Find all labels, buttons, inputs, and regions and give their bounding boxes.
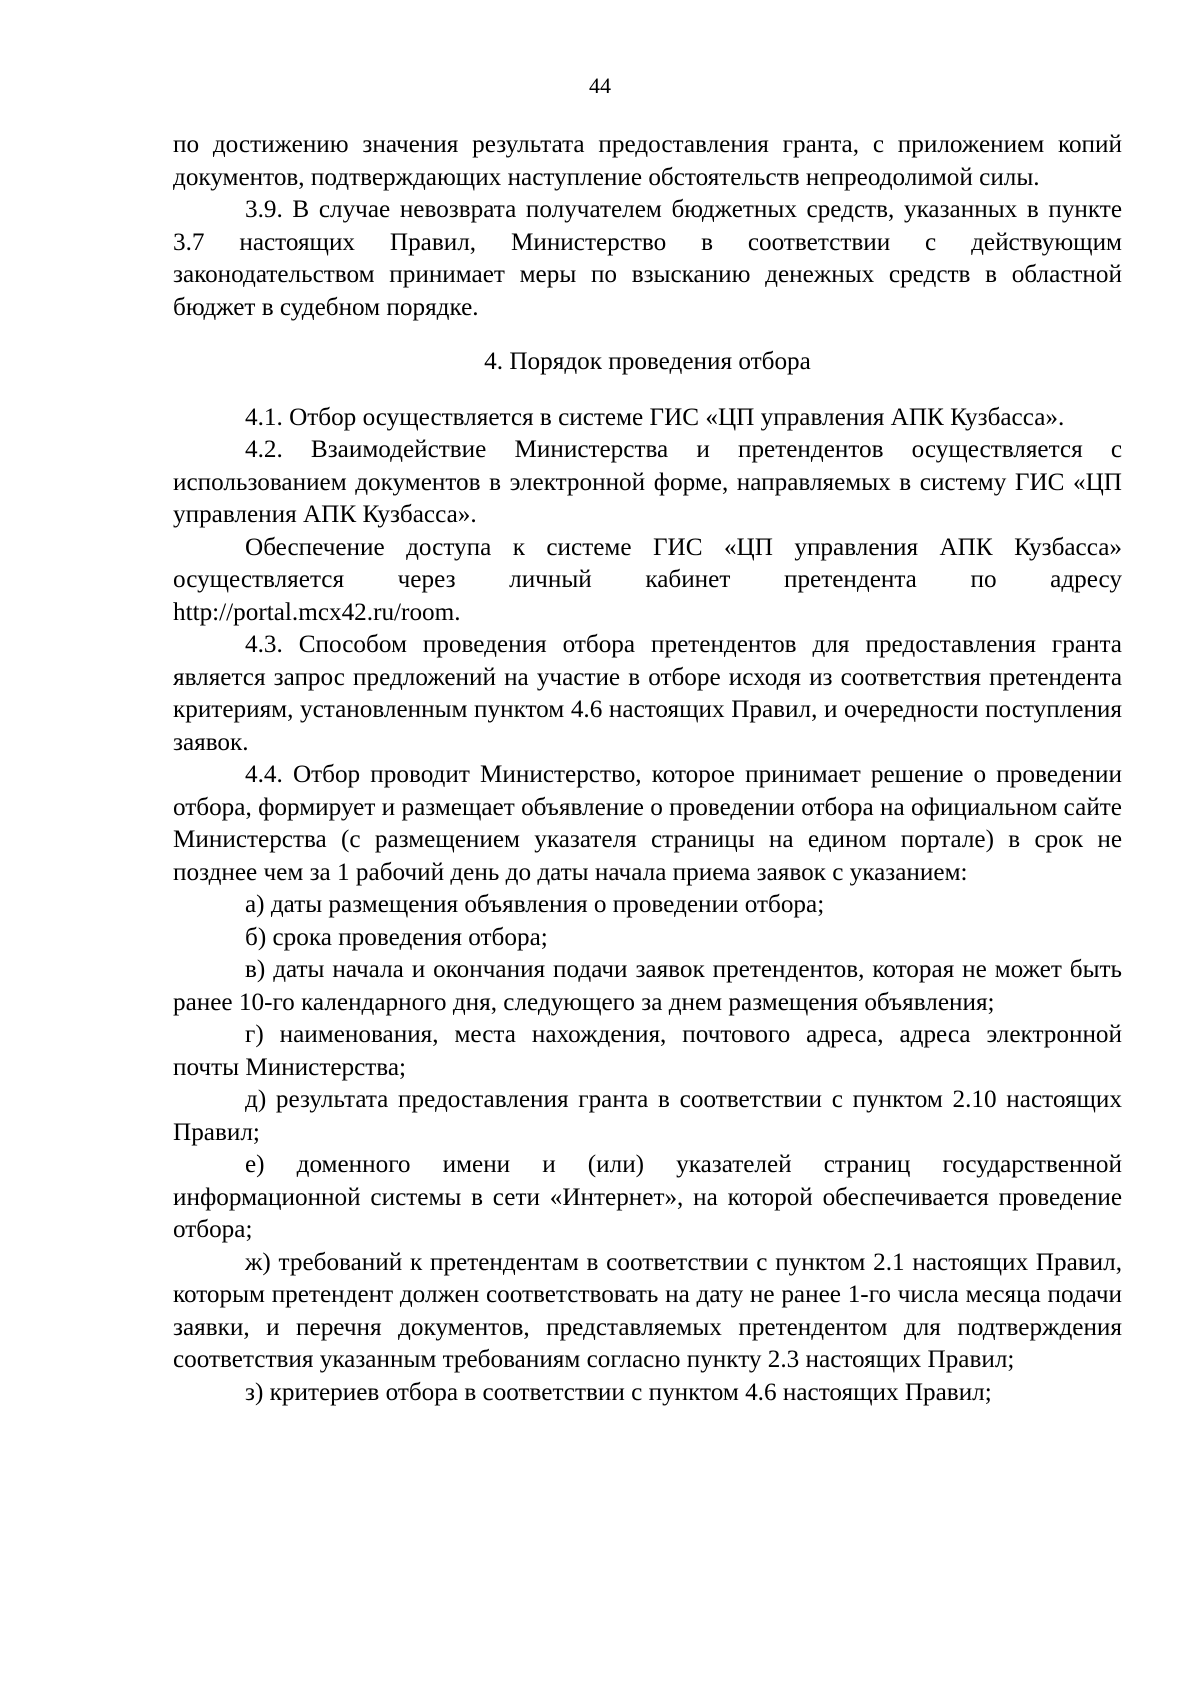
paragraph: з) критериев отбора в соответствии с пунктом 4.6 настоящих Правил; (245, 1378, 992, 1406)
document-body (173, 129, 1122, 1409)
paragraph: б) срока проведения отбора; (245, 923, 548, 951)
paragraph: по достижению значения результата предоставления гранта, с приложением копий документов, подтверждающих наступление обстоятельств непреодолимой силы. (173, 131, 1122, 191)
paragraph: 4.3. Способом проведения отбора претендентов для предоставления гранта является запрос предложений на участие в отборе исходя из соответствия претендента критериям, установленным пунктом 4.6 настоящих Правил, и очередности поступления заявок. (173, 631, 1122, 756)
paragraph: 4.1. Отбор осуществляется в системе ГИС «ЦП управления АПК Кузбасса». (245, 403, 1065, 431)
paragraph: ж) требований к претендентам в соответствии с пунктом 2.1 настоящих Правил, которым претендент должен соответствовать на дату не ранее 1-го числа месяца подачи заявки, и перечня документов, представляемых претендентом для подтверждения соответствия указанным требованиям согласно пункту 2.3 настоящих Правил; (173, 1248, 1122, 1373)
paragraph: 3.9. В случае невозврата получателем бюджетных средств, указанных в пункте 3.7 настоящих Правил, Министерство в соответствии с действующим законодательством принимает меры по взысканию денежных средств в областной бюджет в судебном порядке. (173, 196, 1122, 321)
paragraph: а) даты размещения объявления о проведении отбора; (245, 891, 825, 918)
paragraph: 4.4. Отбор проводит Министерство, которое принимает решение о проведении отбора, формирует и размещает объявление о проведении отбора на официальном сайте Министерства (с размещением указателя страницы на едином портале) в срок не позднее чем за 1 рабочий день до даты начала приема заявок с указанием: (173, 761, 1122, 886)
section-after-heading (173, 402, 1122, 1410)
section-before-heading (173, 129, 1122, 324)
paragraph: е) доменного имени и (или) указателей страниц государственной информационной системы в сети «Интернет», на которой обеспечивается проведение отбора; (173, 1151, 1122, 1243)
section-heading: 4. Порядок проведения отбора (484, 348, 811, 375)
paragraph: г) наименования, места нахождения, почтового адреса, адреса электронной почты Министерства; (173, 1021, 1122, 1081)
paragraph: 4.2. Взаимодействие Министерства и претендентов осуществляется с использованием документов в электронной форме, направляемых в систему ГИС «ЦП управления АПК Кузбасса». (173, 436, 1122, 528)
paragraph: в) даты начала и окончания подачи заявок претендентов, которая не может быть ранее 10-го календарного дня, следующего за днем размещения объявления; (173, 956, 1122, 1016)
paragraph: Обеспечение доступа к системе ГИС «ЦП управления АПК Кузбасса» осуществляется через личный кабинет претендента по адресу http://portal.mcx42.ru/room. (173, 533, 1122, 626)
paragraph: д) результата предоставления гранта в соответствии с пунктом 2.10 настоящих Правил; (173, 1086, 1122, 1146)
page-number: 44 (589, 73, 611, 98)
